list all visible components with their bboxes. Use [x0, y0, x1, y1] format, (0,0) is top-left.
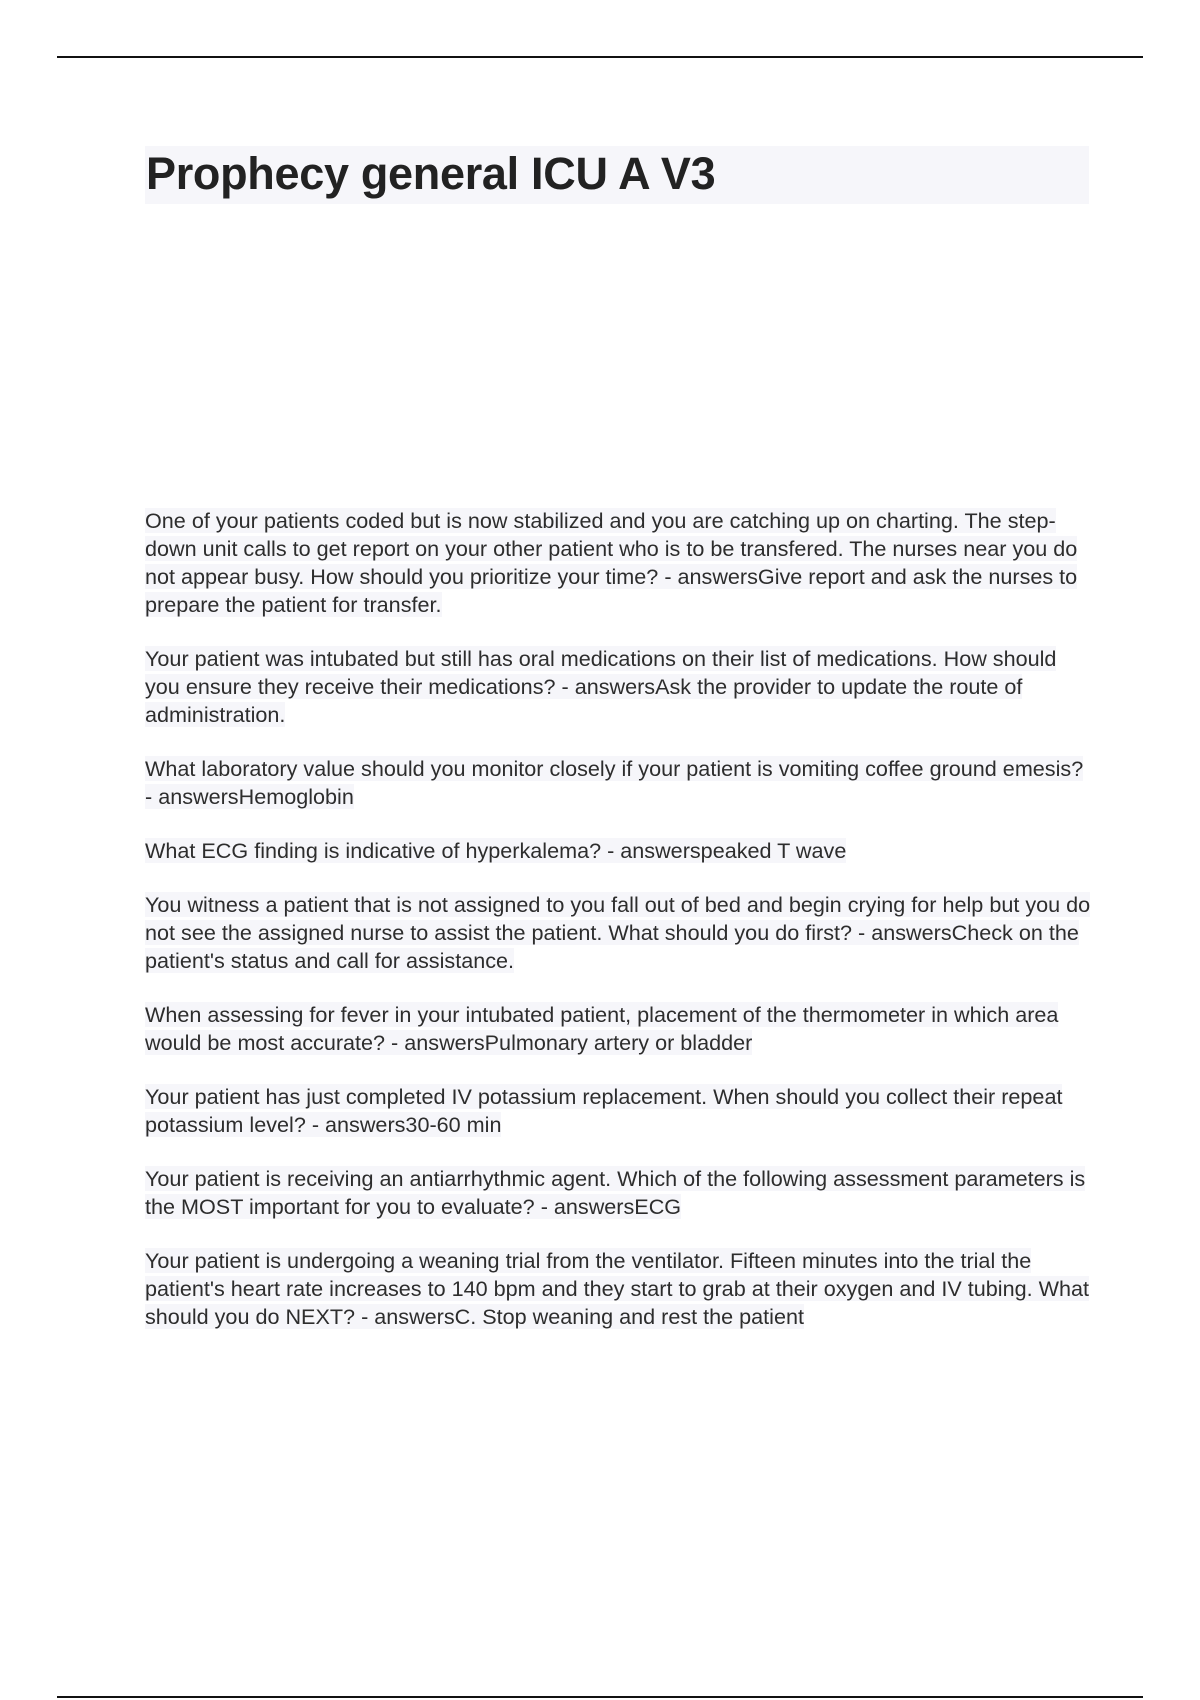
bottom-rule [57, 1696, 1143, 1698]
qa-text: You witness a patient that is not assigned to you fall out of bed and begin crying for help but you do not see the assigned nurse to assist the patient. What should you do first? - answersCheck on the patient's status and call for assistance. [145, 892, 1091, 973]
qa-item [145, 1247, 1095, 1331]
qa-text: What laboratory value should you monitor closely if your patient is vomiting coffee ground emesis? - answersHemoglobin [145, 756, 1084, 809]
document-title: Prophecy general ICU A V3 [146, 148, 716, 199]
qa-item [145, 837, 1095, 865]
qa-text: Your patient is undergoing a weaning trial from the ventilator. Fifteen minutes into the trial the patient's heart rate increases to 140 bpm and they start to grab at their oxygen and IV tubing. What should you do NEXT? - answersC. Stop weaning and rest the patient [145, 1248, 1090, 1329]
qa-text: What ECG finding is indicative of hyperkalema? - answerspeaked T wave [145, 838, 847, 863]
qa-item [145, 1001, 1095, 1057]
qa-item [145, 755, 1095, 811]
qa-item [145, 645, 1095, 729]
qa-item [145, 1165, 1095, 1221]
qa-text: One of your patients coded but is now stabilized and you are catching up on charting. The step-down unit calls to get report on your other patient who is to be transfered. The nurses near you do not appear busy. How should you prioritize your time? - answersGive report and ask the nurses to prepare the patient for transfer. [145, 508, 1078, 617]
qa-item [145, 891, 1095, 975]
qa-text: Your patient has just completed IV potassium replacement. When should you collect their repeat potassium level? - answers30-60 min [145, 1084, 1063, 1137]
qa-text: Your patient is receiving an antiarrhythmic agent. Which of the following assessment parameters is the MOST important for you to evaluate? - answersECG [145, 1166, 1086, 1219]
qa-text: When assessing for fever in your intubated patient, placement of the thermometer in which area would be most accurate? - answersPulmonary artery or bladder [145, 1002, 1059, 1055]
qa-item [145, 507, 1095, 619]
top-rule [57, 56, 1143, 58]
qa-item [145, 1083, 1095, 1139]
qa-text: Your patient was intubated but still has oral medications on their list of medications. How should you ensure they receive their medications? - answersAsk the provider to update the route of administration. [145, 646, 1057, 727]
qa-list [145, 507, 1095, 1357]
